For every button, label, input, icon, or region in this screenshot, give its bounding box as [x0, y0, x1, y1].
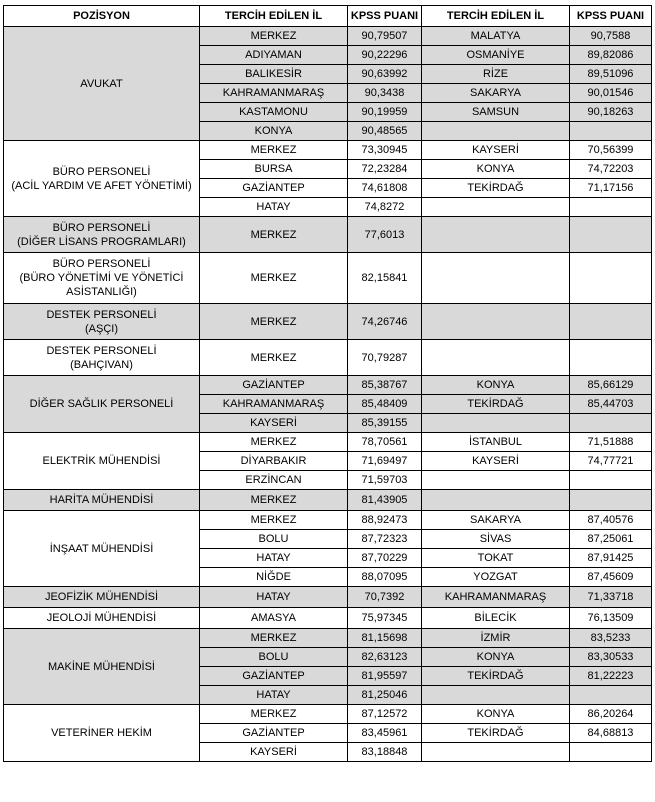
city-2-cell: BİLECİK: [422, 608, 570, 629]
score-2-cell: 83,30533: [570, 648, 652, 667]
table-row: [4, 376, 652, 395]
position-line: VETERİNER HEKİM: [51, 727, 152, 739]
score-2-cell: 90,18263: [570, 103, 652, 122]
city-2-cell: İSTANBUL: [422, 433, 570, 452]
score-2-cell: [570, 253, 652, 304]
position-cell: [4, 490, 200, 511]
position-line: BÜRO PERSONELİ: [52, 258, 151, 270]
position-line: JEOFİZİK MÜHENDİSİ: [44, 591, 159, 603]
city-1-cell: ERZİNCAN: [200, 471, 348, 490]
city-1-cell: HATAY: [200, 198, 348, 217]
score-1-cell: 72,23284: [348, 160, 422, 179]
city-1-cell: BALIKESİR: [200, 65, 348, 84]
score-2-cell: 83,5233: [570, 629, 652, 648]
score-2-cell: 76,13509: [570, 608, 652, 629]
score-2-cell: [570, 340, 652, 376]
city-1-cell: GAZİANTEP: [200, 724, 348, 743]
city-1-cell: HATAY: [200, 686, 348, 705]
city-1-cell: GAZİANTEP: [200, 667, 348, 686]
city-2-cell: [422, 490, 570, 511]
city-2-cell: SAKARYA: [422, 511, 570, 530]
score-2-cell: 71,51888: [570, 433, 652, 452]
position-cell: [4, 433, 200, 490]
header-kpss-score-2: KPSS PUANI: [570, 6, 652, 27]
position-line: (BAHÇIVAN): [70, 358, 133, 371]
position-cell: [4, 629, 200, 705]
table-row: [4, 433, 652, 452]
city-1-cell: HATAY: [200, 587, 348, 608]
position-cell: [4, 304, 200, 340]
score-2-cell: 85,66129: [570, 376, 652, 395]
city-2-cell: İZMİR: [422, 629, 570, 648]
city-2-cell: OSMANİYE: [422, 46, 570, 65]
score-2-cell: 86,20264: [570, 705, 652, 724]
city-1-cell: MERKEZ: [200, 141, 348, 160]
city-1-cell: GAZİANTEP: [200, 376, 348, 395]
position-line: (BÜRO YÖNETİMİ VE YÖNETİCİ: [19, 272, 184, 284]
table-row: [4, 217, 652, 253]
city-2-cell: SAMSUN: [422, 103, 570, 122]
position-cell: [4, 340, 200, 376]
city-1-cell: KAHRAMANMARAŞ: [200, 395, 348, 414]
score-2-cell: [570, 217, 652, 253]
position-line: ASİSTANLIĞI): [66, 286, 137, 298]
position-line: İNŞAAT MÜHENDİSİ: [49, 542, 154, 555]
city-1-cell: KONYA: [200, 122, 348, 141]
city-1-cell: KAYSERİ: [200, 414, 348, 433]
position-cell: [4, 27, 200, 141]
position-line: BÜRO PERSONELİ: [52, 165, 151, 178]
city-1-cell: MERKEZ: [200, 217, 348, 253]
city-2-cell: MALATYA: [422, 27, 570, 46]
score-2-cell: [570, 414, 652, 433]
position-line: HARİTA MÜHENDİSİ: [49, 494, 154, 506]
score-2-cell: 87,91425: [570, 549, 652, 568]
city-2-cell: TEKİRDAĞ: [422, 667, 570, 686]
city-2-cell: RİZE: [422, 65, 570, 84]
city-1-cell: MERKEZ: [200, 253, 348, 304]
city-2-cell: TEKİRDAĞ: [422, 179, 570, 198]
city-1-cell: MERKEZ: [200, 490, 348, 511]
city-2-cell: [422, 471, 570, 490]
city-2-cell: YOZGAT: [422, 568, 570, 587]
score-2-cell: 87,45609: [570, 568, 652, 587]
position-cell: [4, 705, 200, 762]
score-1-cell: 71,59703: [348, 471, 422, 490]
city-1-cell: GAZİANTEP: [200, 179, 348, 198]
score-2-cell: 81,22223: [570, 667, 652, 686]
score-2-cell: 74,72203: [570, 160, 652, 179]
score-1-cell: 83,18848: [348, 743, 422, 762]
city-2-cell: [422, 198, 570, 217]
position-cell: [4, 511, 200, 587]
header-preferred-city-1: TERCİH EDİLEN İL: [200, 6, 348, 27]
table-row: [4, 304, 652, 340]
city-2-cell: KONYA: [422, 160, 570, 179]
position-cell: [4, 376, 200, 433]
score-2-cell: 70,56399: [570, 141, 652, 160]
city-2-cell: KAYSERİ: [422, 141, 570, 160]
city-2-cell: SİVAS: [422, 530, 570, 549]
position-cell: [4, 253, 200, 304]
score-1-cell: 87,72323: [348, 530, 422, 549]
position-cell: [4, 217, 200, 253]
score-1-cell: 74,61808: [348, 179, 422, 198]
city-1-cell: MERKEZ: [200, 304, 348, 340]
score-1-cell: 77,6013: [348, 217, 422, 253]
score-2-cell: [570, 490, 652, 511]
position-line: (ACİL YARDIM VE AFET YÖNETİMİ): [11, 179, 192, 192]
score-2-cell: 90,7588: [570, 27, 652, 46]
score-2-cell: 89,51096: [570, 65, 652, 84]
position-line: ELEKTRİK MÜHENDİSİ: [42, 455, 161, 467]
city-2-cell: [422, 122, 570, 141]
city-1-cell: KASTAMONU: [200, 103, 348, 122]
score-1-cell: 70,79287: [348, 340, 422, 376]
score-2-cell: 71,17156: [570, 179, 652, 198]
score-1-cell: 87,12572: [348, 705, 422, 724]
score-1-cell: 74,26746: [348, 304, 422, 340]
city-2-cell: KAHRAMANMARAŞ: [422, 587, 570, 608]
table-row: [4, 27, 652, 46]
score-1-cell: 81,25046: [348, 686, 422, 705]
city-1-cell: KAHRAMANMARAŞ: [200, 84, 348, 103]
score-1-cell: 88,07095: [348, 568, 422, 587]
position-line: (AŞÇI): [85, 322, 118, 335]
position-line: DESTEK PERSONELİ: [46, 344, 157, 357]
city-2-cell: [422, 217, 570, 253]
city-2-cell: SAKARYA: [422, 84, 570, 103]
score-1-cell: 78,70561: [348, 433, 422, 452]
position-line: DİĞER SAĞLIK PERSONELİ: [29, 398, 174, 410]
kpss-score-table: [3, 5, 652, 762]
position-cell: [4, 141, 200, 217]
table-row: [4, 587, 652, 608]
score-1-cell: 81,43905: [348, 490, 422, 511]
city-2-cell: [422, 414, 570, 433]
score-1-cell: 81,95597: [348, 667, 422, 686]
score-2-cell: [570, 198, 652, 217]
score-2-cell: [570, 122, 652, 141]
position-line: JEOLOJİ MÜHENDİSİ: [46, 612, 157, 624]
city-1-cell: BURSA: [200, 160, 348, 179]
city-2-cell: [422, 253, 570, 304]
score-1-cell: 87,70229: [348, 549, 422, 568]
score-2-cell: 90,01546: [570, 84, 652, 103]
score-1-cell: 90,3438: [348, 84, 422, 103]
city-1-cell: MERKEZ: [200, 705, 348, 724]
score-1-cell: 85,38767: [348, 376, 422, 395]
header-kpss-score-1: KPSS PUANI: [348, 6, 422, 27]
score-1-cell: 90,22296: [348, 46, 422, 65]
city-1-cell: ADIYAMAN: [200, 46, 348, 65]
city-1-cell: DİYARBAKIR: [200, 452, 348, 471]
city-2-cell: KONYA: [422, 376, 570, 395]
position-line: BÜRO PERSONELİ: [52, 221, 151, 234]
score-2-cell: 85,44703: [570, 395, 652, 414]
city-2-cell: [422, 686, 570, 705]
score-1-cell: 85,39155: [348, 414, 422, 433]
score-2-cell: [570, 743, 652, 762]
position-line: AVUKAT: [80, 77, 123, 90]
score-1-cell: 90,79507: [348, 27, 422, 46]
score-1-cell: 81,15698: [348, 629, 422, 648]
score-1-cell: 90,48565: [348, 122, 422, 141]
city-1-cell: KAYSERİ: [200, 743, 348, 762]
city-2-cell: TOKAT: [422, 549, 570, 568]
score-1-cell: 71,69497: [348, 452, 422, 471]
city-1-cell: MERKEZ: [200, 433, 348, 452]
table-row: [4, 490, 652, 511]
score-2-cell: 74,77721: [570, 452, 652, 471]
score-1-cell: 88,92473: [348, 511, 422, 530]
score-1-cell: 70,7392: [348, 587, 422, 608]
city-1-cell: BOLU: [200, 530, 348, 549]
score-2-cell: 89,82086: [570, 46, 652, 65]
city-2-cell: TEKİRDAĞ: [422, 395, 570, 414]
position-line: MAKİNE MÜHENDİSİ: [48, 660, 155, 673]
table-row: [4, 705, 652, 724]
city-1-cell: AMASYA: [200, 608, 348, 629]
city-1-cell: BOLU: [200, 648, 348, 667]
score-1-cell: 83,45961: [348, 724, 422, 743]
city-1-cell: MERKEZ: [200, 27, 348, 46]
score-2-cell: 87,25061: [570, 530, 652, 549]
score-2-cell: 87,40576: [570, 511, 652, 530]
score-1-cell: 90,63992: [348, 65, 422, 84]
city-2-cell: [422, 743, 570, 762]
position-line: (DİĞER LİSANS PROGRAMLARI): [17, 235, 186, 248]
score-2-cell: [570, 686, 652, 705]
score-2-cell: [570, 304, 652, 340]
table-row: [4, 629, 652, 648]
score-2-cell: [570, 471, 652, 490]
table-row: [4, 253, 652, 304]
score-1-cell: 90,19959: [348, 103, 422, 122]
score-1-cell: 85,48409: [348, 395, 422, 414]
city-1-cell: MERKEZ: [200, 340, 348, 376]
city-2-cell: [422, 340, 570, 376]
city-1-cell: MERKEZ: [200, 511, 348, 530]
city-2-cell: KAYSERİ: [422, 452, 570, 471]
city-2-cell: KONYA: [422, 648, 570, 667]
table-row: [4, 608, 652, 629]
score-1-cell: 82,15841: [348, 253, 422, 304]
score-1-cell: 74,8272: [348, 198, 422, 217]
header-row: [4, 6, 652, 27]
score-2-cell: 71,33718: [570, 587, 652, 608]
city-1-cell: NİĞDE: [200, 568, 348, 587]
city-2-cell: [422, 304, 570, 340]
position-line: DESTEK PERSONELİ: [46, 308, 157, 321]
score-1-cell: 75,97345: [348, 608, 422, 629]
position-cell: [4, 608, 200, 629]
score-1-cell: 73,30945: [348, 141, 422, 160]
header-preferred-city-2: TERCİH EDİLEN İL: [422, 6, 570, 27]
header-position: POZİSYON: [4, 6, 200, 27]
city-2-cell: KONYA: [422, 705, 570, 724]
score-2-cell: 84,68813: [570, 724, 652, 743]
position-cell: [4, 587, 200, 608]
city-2-cell: TEKİRDAĞ: [422, 724, 570, 743]
table-row: [4, 141, 652, 160]
table-body: [4, 27, 652, 762]
table-row: [4, 511, 652, 530]
city-1-cell: MERKEZ: [200, 629, 348, 648]
score-1-cell: 82,63123: [348, 648, 422, 667]
table-row: [4, 340, 652, 376]
city-1-cell: HATAY: [200, 549, 348, 568]
